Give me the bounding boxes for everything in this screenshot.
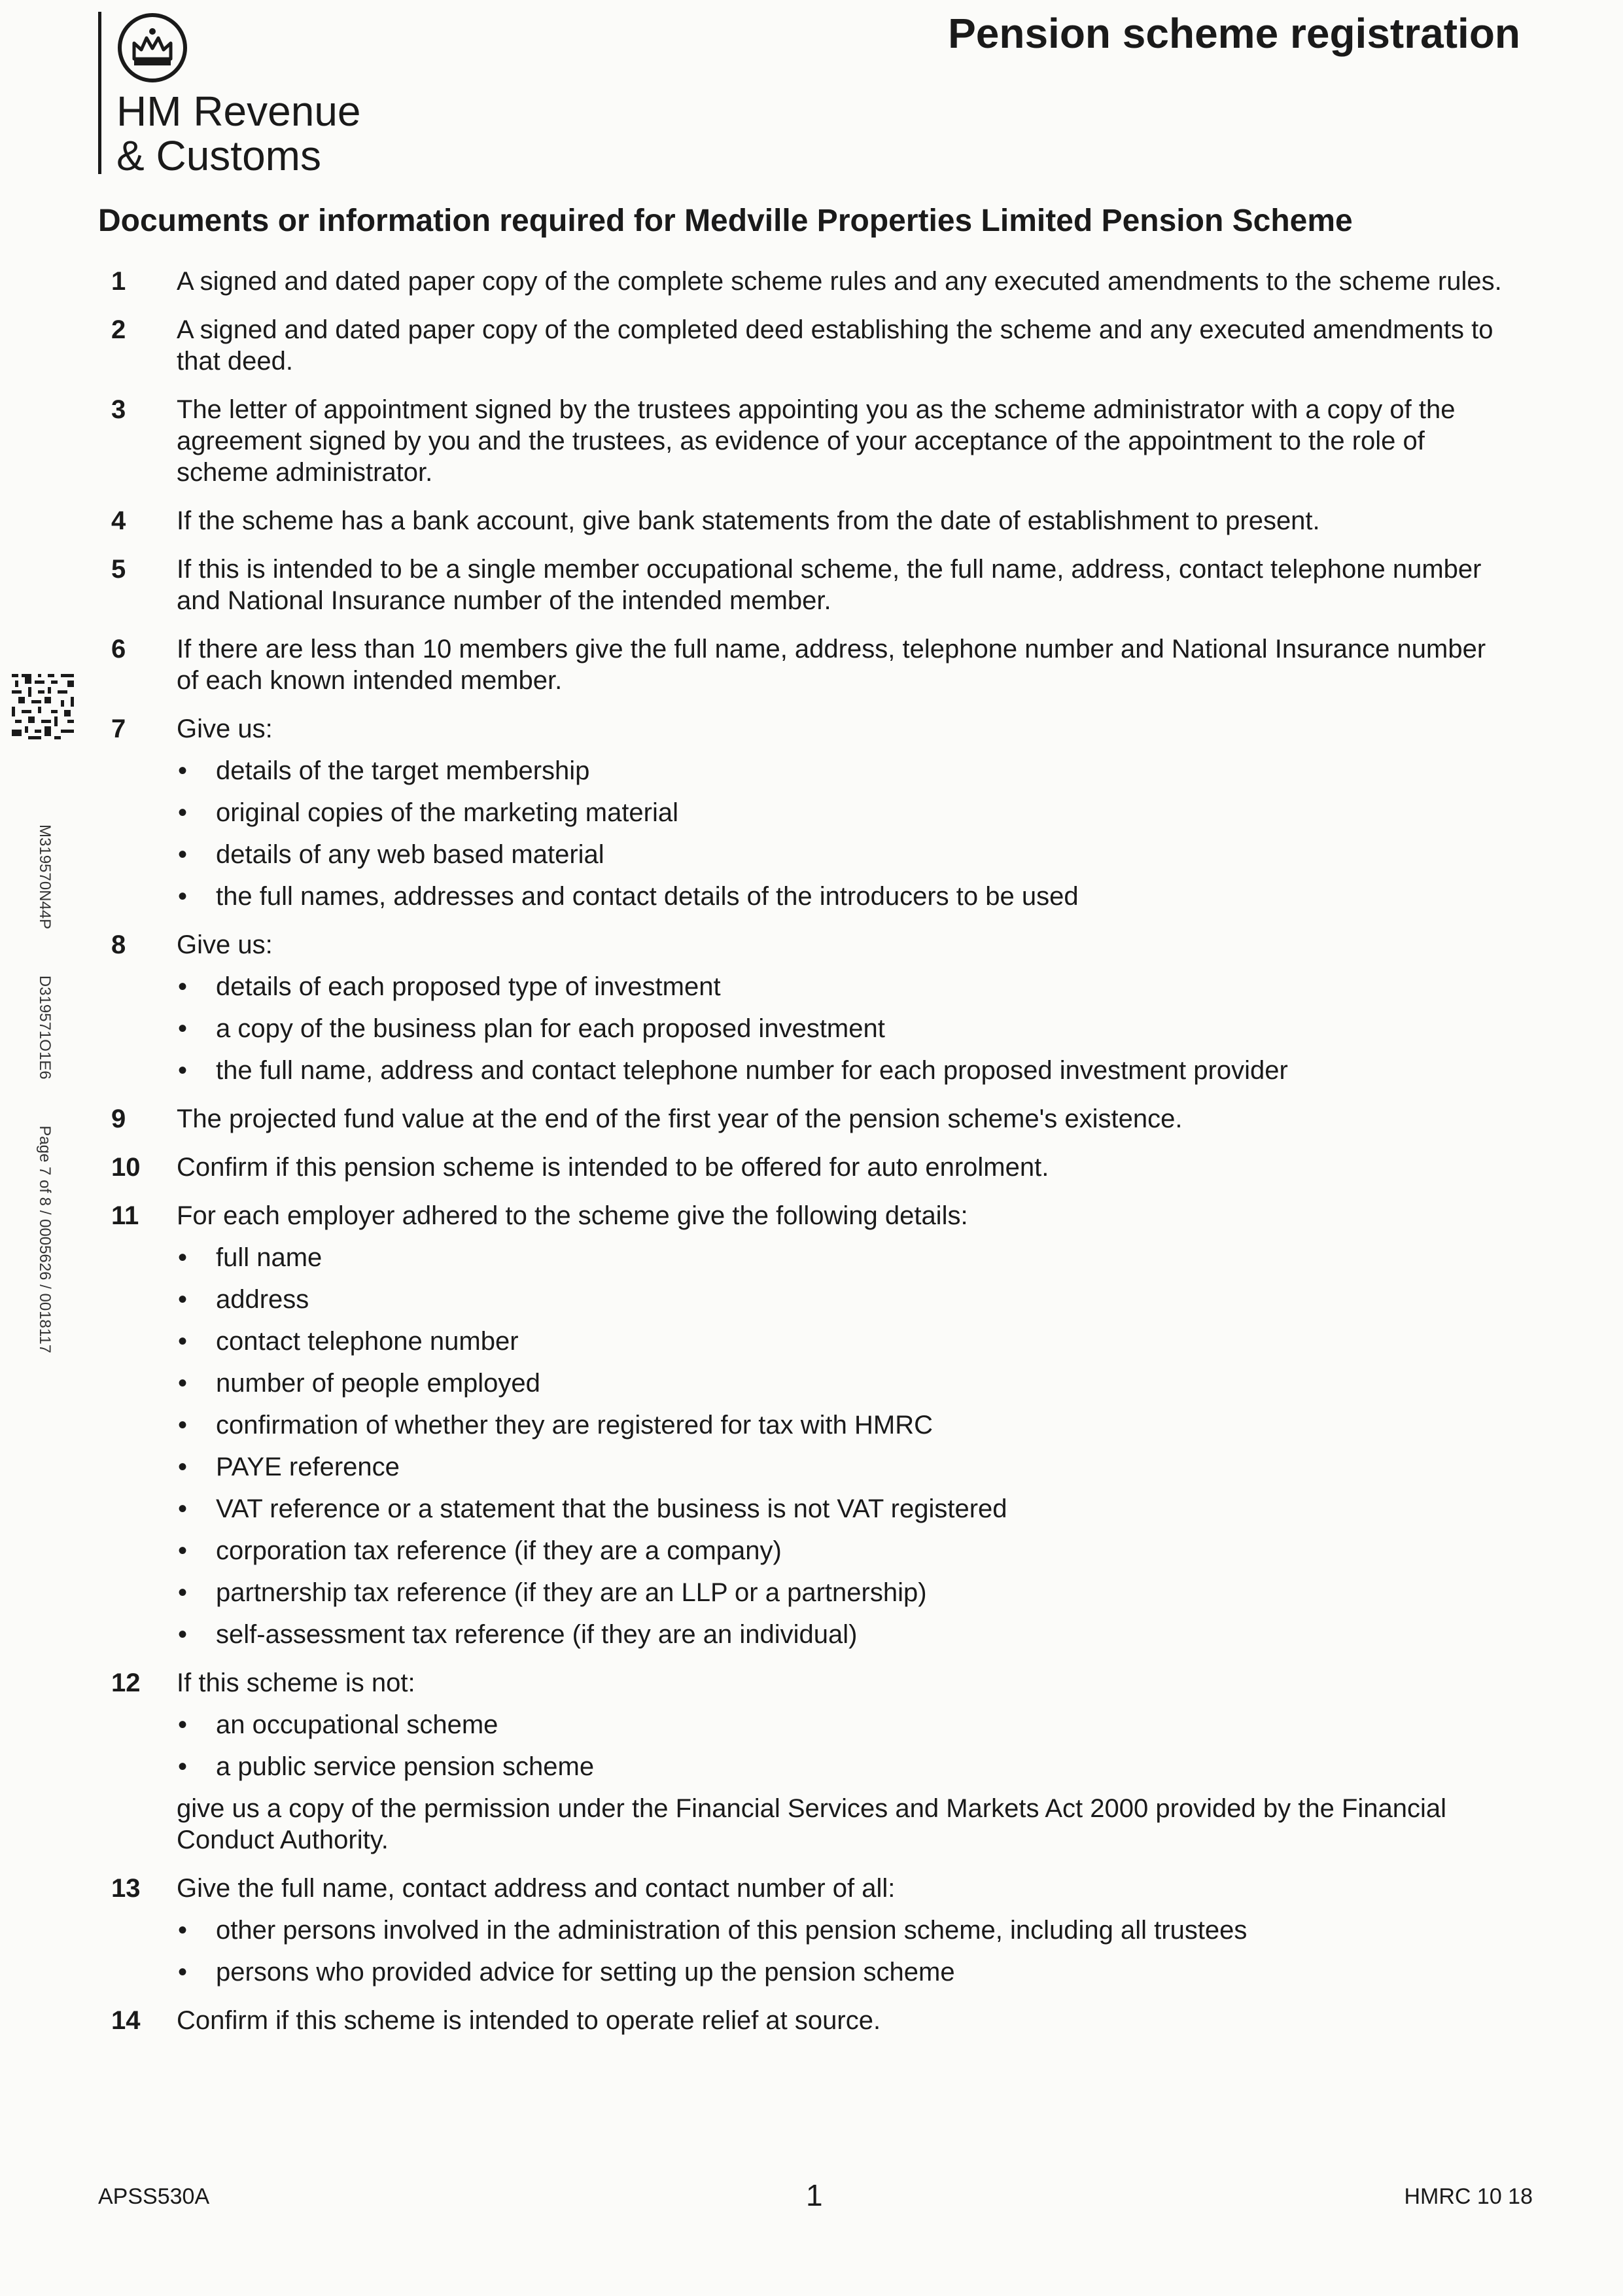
item-number: 7 — [111, 715, 126, 743]
item-number: 5 — [111, 555, 126, 584]
list-item — [111, 633, 1511, 696]
list-item — [111, 314, 1511, 377]
list-item — [111, 554, 1511, 616]
bullet-item: • a public service pension scheme — [177, 1751, 1511, 1782]
item-text: Give the full name, contact address and contact number of all: — [177, 1874, 896, 1903]
bullet-item: • details of the target membership — [177, 755, 1511, 786]
bullet-item: • number of people employed — [177, 1368, 1511, 1399]
item-number: 14 — [111, 2006, 141, 2035]
bullet-list — [177, 1709, 1511, 1782]
bullet-item: • contact telephone number — [177, 1326, 1511, 1357]
item-text: Confirm if this pension scheme is intended to be offered for auto enrolment. — [177, 1153, 1049, 1182]
org-name — [116, 89, 361, 178]
item-text: If this scheme is not: — [177, 1669, 415, 1697]
crown-crest-icon — [116, 12, 188, 84]
bullet-list — [177, 1242, 1511, 1650]
form-version: HMRC 10 18 — [1404, 2184, 1533, 2209]
bullet-item: • persons who provided advice for setting up the pension scheme — [177, 1956, 1511, 1988]
form-code: APSS530A — [98, 2184, 210, 2209]
side-code-2: D319571O1E6 — [36, 975, 54, 1080]
logo-rule — [98, 12, 101, 174]
item-number: 3 — [111, 395, 126, 424]
bullet-item: • self-assessment tax reference (if they are an individual) — [177, 1619, 1511, 1650]
item-number: 2 — [111, 315, 126, 344]
list-item — [111, 713, 1511, 912]
item-number: 8 — [111, 930, 126, 959]
page-number: 1 — [806, 2178, 823, 2212]
bullet-item: • address — [177, 1284, 1511, 1315]
list-item — [111, 929, 1511, 1086]
bullet-item: • the full names, addresses and contact details of the introducers to be used — [177, 881, 1511, 912]
item-followup-text: give us a copy of the permission under the Financial Services and Markets Act 2000 provided by the Financial Conduct Authority. — [177, 1794, 1447, 1854]
bullet-item: • an occupational scheme — [177, 1709, 1511, 1740]
list-item — [111, 2005, 1511, 2036]
item-number: 12 — [111, 1669, 141, 1697]
side-reference-codes — [38, 824, 58, 1387]
bullet-list — [177, 755, 1511, 912]
list-item — [111, 266, 1511, 297]
bullet-item: • confirmation of whether they are registered for tax with HMRC — [177, 1409, 1511, 1441]
item-text: Give us: — [177, 715, 273, 743]
side-codes — [35, 824, 54, 1395]
item-text: If this is intended to be a single member occupational scheme, the full name, address, contact telephone number and National Insurance number of the intended member. — [177, 555, 1482, 615]
list-item — [111, 1152, 1511, 1183]
bullet-item: • full name — [177, 1242, 1511, 1273]
bullet-list — [177, 971, 1511, 1086]
bullet-item: • original copies of the marketing material — [177, 797, 1511, 828]
qr-code-icon — [12, 674, 77, 739]
list-item — [111, 1873, 1511, 1988]
item-text: Confirm if this scheme is intended to operate relief at source. — [177, 2006, 881, 2035]
item-text: A signed and dated paper copy of the complete scheme rules and any executed amendments to the scheme rules. — [177, 267, 1502, 296]
bullet-item: • VAT reference or a statement that the business is not VAT registered — [177, 1493, 1511, 1525]
page-title: Pension scheme registration — [948, 10, 1520, 57]
bullet-item: • a copy of the business plan for each proposed investment — [177, 1013, 1511, 1044]
org-name-line1: HM Revenue — [116, 88, 361, 135]
item-text: For each employer adhered to the scheme give the following details: — [177, 1201, 968, 1230]
item-number: 1 — [111, 267, 126, 296]
list-item — [111, 1667, 1511, 1856]
item-number: 9 — [111, 1104, 126, 1133]
item-text: The letter of appointment signed by the trustees appointing you as the scheme administrator with a copy of the agreement signed by you and the trustees, as evidence of your acceptance of the appointment to the role of scheme administrator. — [177, 395, 1456, 487]
bullet-item: • details of each proposed type of investment — [177, 971, 1511, 1002]
item-number: 10 — [111, 1153, 141, 1182]
requirements-list — [111, 266, 1511, 2053]
item-text: If there are less than 10 members give the full name, address, telephone number and National Insurance number of each known intended member. — [177, 635, 1486, 695]
side-code-3: Page 7 of 8 / 0005626 / 0018117 — [36, 1125, 54, 1354]
item-number: 4 — [111, 506, 126, 535]
item-number: 6 — [111, 635, 126, 663]
document-heading: Documents or information required for Medville Properties Limited Pension Scheme — [98, 203, 1353, 238]
bullet-item: • the full name, address and contact telephone number for each proposed investment provider — [177, 1055, 1511, 1086]
item-text: Give us: — [177, 930, 273, 959]
bullet-item: • corporation tax reference (if they are a company) — [177, 1535, 1511, 1566]
org-name-line2: & Customs — [116, 132, 321, 179]
item-text: The projected fund value at the end of the first year of the pension scheme's existence. — [177, 1104, 1183, 1133]
bullet-item: • details of any web based material — [177, 839, 1511, 870]
list-item — [111, 1103, 1511, 1135]
bullet-item: • partnership tax reference (if they are an LLP or a partnership) — [177, 1577, 1511, 1608]
item-text: If the scheme has a bank account, give bank statements from the date of establishment to present. — [177, 506, 1320, 535]
list-item — [111, 505, 1511, 537]
bullet-item: • PAYE reference — [177, 1451, 1511, 1483]
item-number: 11 — [111, 1201, 139, 1230]
list-item — [111, 394, 1511, 488]
list-item — [111, 1200, 1511, 1650]
item-text: A signed and dated paper copy of the completed deed establishing the scheme and any executed amendments to that deed. — [177, 315, 1493, 376]
bullet-item: • other persons involved in the administration of this pension scheme, including all trustees — [177, 1915, 1511, 1946]
bullet-list — [177, 1915, 1511, 1988]
item-number: 13 — [111, 1874, 141, 1903]
side-code-1: M319570N44P — [36, 824, 54, 930]
